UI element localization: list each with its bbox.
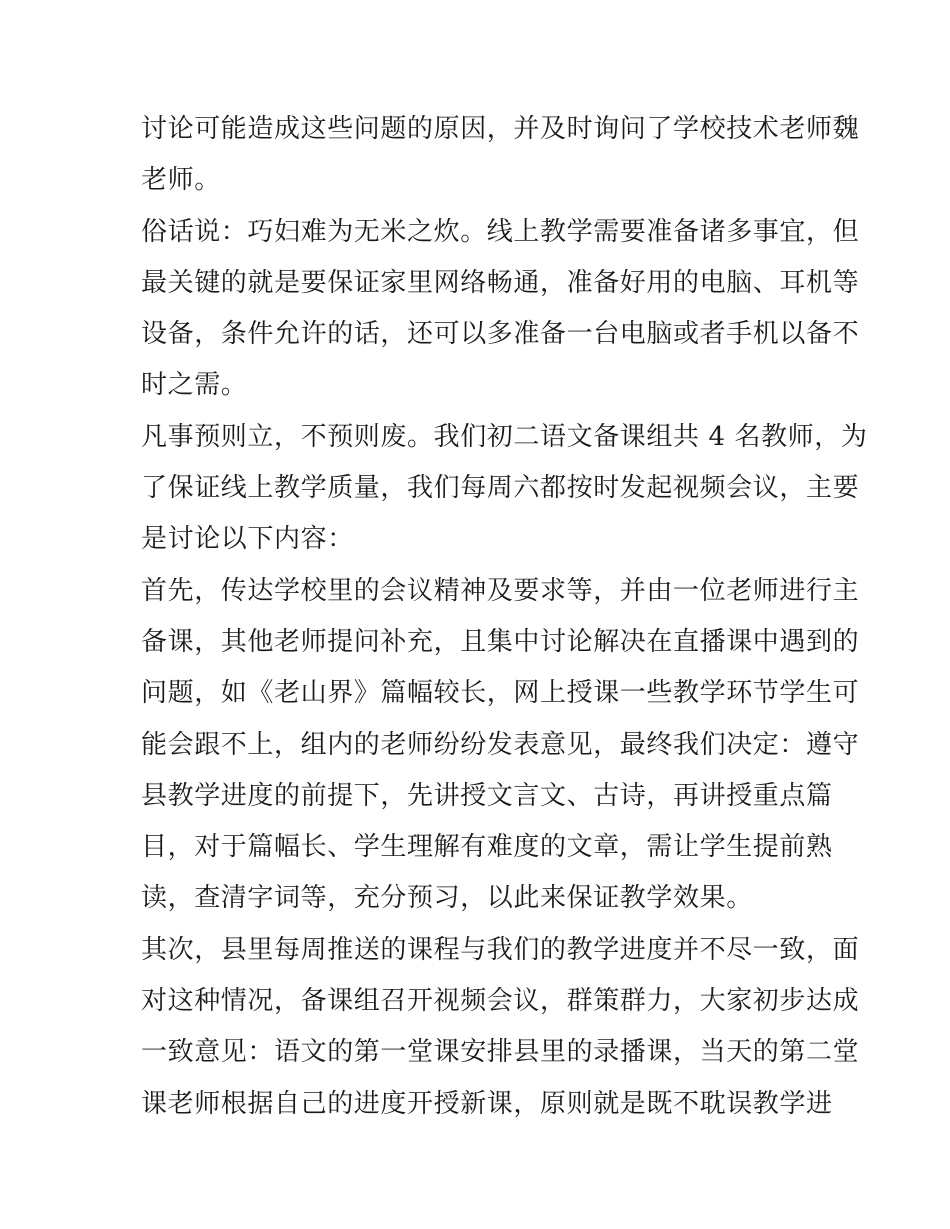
text-line: 讨论可能造成这些问题的原因，并及时询问了学校技术老师魏 [141,114,860,144]
text-line: 最关键的就是要保证家里网络畅通，准备好用的电脑、耳机等 [141,267,860,298]
text-line: 一致意见：语文的第一堂课安排县里的录播课，当天的第二堂 [141,1037,860,1068]
body-text [141,104,868,1130]
text-line: 凡事预则立，不预则废。我们初二语文备课组共 4 名教师，为 [141,421,868,452]
text-line: 设备，条件允许的话，还可以多准备一台电脑或者手机以备不 [141,319,860,350]
text-line: 首先，传达学校里的会议精神及要求等，并由一位老师进行主 [141,575,860,606]
text-line: 读，查清字词等，充分预习，以此来保证教学效果。 [141,883,753,914]
text-line: 老师。 [141,165,221,196]
text-line: 是讨论以下内容： [141,524,354,555]
text-line: 能会跟不上，组内的老师纷纷发表意见，最终我们决定：遵守 [141,729,860,760]
text-line: 备课，其他老师提问补充，且集中讨论解决在直播课中遇到的 [141,626,860,657]
text-line: 了保证线上教学质量，我们每周六都按时发起视频会议，主要 [141,473,860,504]
text-line: 俗话说：巧妇难为无米之炊。线上教学需要准备诸多事宜，但 [141,216,860,247]
text-line: 目，对于篇幅长、学生理解有难度的文章，需让学生提前熟 [141,832,833,863]
text-line: 时之需。 [141,370,248,401]
text-line: 问题，如《老山界》篇幅较长，网上授课一些教学环节学生可 [141,678,860,709]
text-line: 其次，县里每周推送的课程与我们的教学进度并不尽一致，面 [141,934,860,965]
text-line: 县教学进度的前提下，先讲授文言文、古诗，再讲授重点篇 [141,780,833,811]
text-line: 课老师根据自己的进度开授新课，原则就是既不耽误教学进 [141,1088,833,1119]
text-line: 对这种情况，备课组召开视频会议，群策群力，大家初步达成 [141,986,860,1017]
